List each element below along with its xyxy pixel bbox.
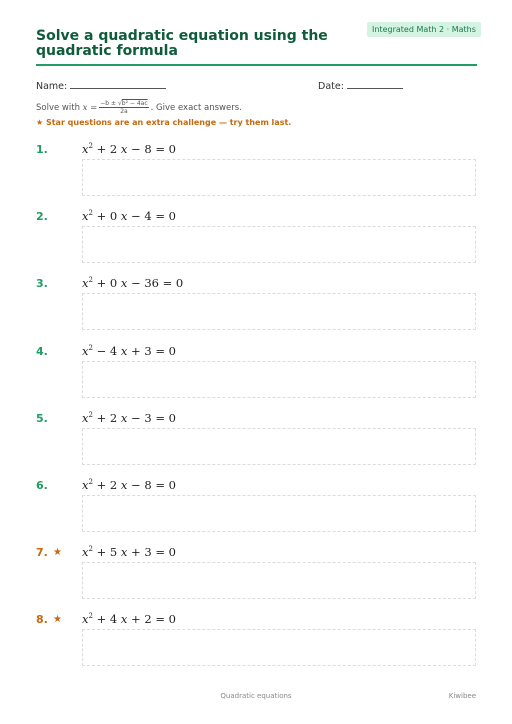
- equation-rhs: = 0: [155, 478, 176, 492]
- footer-brand: Kiwibee: [448, 692, 476, 700]
- formula-denominator: 2a: [120, 108, 128, 115]
- question-equation: [82, 276, 183, 290]
- equation-linear-coefficient: + 5: [96, 545, 118, 560]
- equation-rhs: = 0: [155, 209, 176, 224]
- equation-variable: x: [82, 410, 89, 425]
- equation-exponent: 2: [88, 410, 93, 419]
- question-equation: [82, 545, 176, 559]
- question-equation: [82, 209, 176, 223]
- equation-exponent: 2: [88, 545, 93, 554]
- equation-linear-coefficient: + 2: [96, 142, 118, 156]
- equation-linear-coefficient: + 4: [96, 612, 118, 627]
- equation-constant: − 36: [131, 276, 159, 291]
- question-number: 6.: [36, 479, 48, 492]
- equation-variable: x: [120, 142, 128, 156]
- equation-linear-coefficient: + 2: [96, 410, 118, 425]
- date-blank-line[interactable]: [347, 79, 403, 89]
- name-label: Name:: [36, 81, 68, 92]
- name-field[interactable]: [36, 79, 166, 92]
- equation-linear-coefficient: + 2: [96, 478, 118, 492]
- answer-box[interactable]: [82, 428, 476, 465]
- equation-constant: + 3: [131, 545, 152, 560]
- question-number: 3.: [36, 277, 48, 291]
- equation-variable: x: [120, 612, 128, 627]
- challenge-note: ★ Star questions are an extra challenge — try them last.: [36, 118, 292, 127]
- equation-variable: x: [120, 410, 128, 425]
- equation-rhs: = 0: [155, 545, 176, 560]
- star-icon: ★: [53, 614, 62, 626]
- quadratic-formula-fraction: [99, 100, 148, 115]
- question-number: 1.: [36, 143, 48, 156]
- equation-constant: − 3: [131, 410, 152, 425]
- date-field[interactable]: [318, 79, 403, 92]
- header-divider: [36, 64, 477, 66]
- question-equation: [82, 478, 176, 492]
- instructions-prefix: Solve with: [36, 103, 80, 113]
- date-label: Date:: [318, 81, 344, 92]
- equation-linear-coefficient: + 0: [96, 276, 118, 291]
- question-equation: [82, 344, 176, 358]
- equation-constant: − 8: [131, 478, 152, 492]
- equation-exponent: 2: [88, 343, 93, 352]
- answer-box[interactable]: [82, 562, 476, 599]
- equation-constant: − 4: [131, 209, 152, 224]
- answer-box[interactable]: [82, 361, 476, 398]
- equation-exponent: 2: [88, 276, 93, 285]
- instructions: [36, 100, 242, 115]
- course-badge: Integrated Math 2 · Maths: [367, 22, 481, 37]
- equation-variable: x: [82, 478, 89, 492]
- equation-variable: x: [82, 142, 89, 156]
- formula-radicand: b² − 4ac: [121, 100, 148, 107]
- equation-constant: + 2: [131, 612, 152, 627]
- equation-rhs: = 0: [155, 410, 176, 425]
- formula-numerator-a: −b ±: [100, 100, 118, 107]
- equation-exponent: 2: [88, 142, 93, 151]
- question-number: 2.: [36, 210, 48, 224]
- question-number: 7.: [36, 546, 48, 560]
- star-icon: ★: [53, 547, 62, 559]
- equation-constant: + 3: [131, 343, 152, 358]
- answer-box[interactable]: [82, 495, 476, 532]
- formula-lhs: x =: [82, 103, 98, 113]
- equation-rhs: = 0: [155, 142, 176, 156]
- equation-variable: x: [120, 478, 128, 492]
- equation-variable: x: [120, 343, 128, 358]
- equation-exponent: 2: [88, 612, 93, 621]
- footer-topic: Quadratic equations: [220, 692, 292, 700]
- instructions-suffix: . Give exact answers.: [150, 103, 242, 113]
- equation-rhs: = 0: [162, 276, 184, 291]
- equation-exponent: 2: [88, 209, 93, 218]
- sqrt-icon: √: [117, 100, 122, 107]
- equation-variable: x: [82, 343, 89, 358]
- page-title: Solve a quadratic equation using the quadratic formula: [36, 28, 328, 59]
- equation-rhs: = 0: [155, 343, 176, 358]
- answer-box[interactable]: [82, 293, 476, 330]
- question-number: 5.: [36, 411, 48, 425]
- answer-box[interactable]: [82, 226, 476, 263]
- question-equation: [82, 411, 176, 425]
- equation-linear-coefficient: − 4: [96, 343, 118, 358]
- equation-variable: x: [82, 209, 89, 224]
- equation-linear-coefficient: + 0: [96, 209, 118, 224]
- equation-constant: − 8: [131, 142, 152, 156]
- question-number: 4.: [36, 344, 48, 358]
- formula-numerator: [99, 100, 148, 108]
- equation-variable: x: [82, 545, 89, 560]
- equation-variable: x: [120, 545, 128, 560]
- equation-variable: x: [82, 612, 89, 627]
- name-blank-line[interactable]: [70, 79, 166, 89]
- question-equation: [82, 142, 176, 156]
- equation-rhs: = 0: [155, 612, 176, 627]
- answer-box[interactable]: [82, 629, 476, 666]
- question-number: 8.: [36, 613, 48, 627]
- equation-variable: x: [120, 209, 128, 224]
- equation-variable: x: [82, 276, 89, 291]
- equation-variable: x: [120, 276, 128, 291]
- question-equation: [82, 612, 176, 626]
- equation-exponent: 2: [88, 478, 93, 487]
- answer-box[interactable]: [82, 159, 476, 196]
